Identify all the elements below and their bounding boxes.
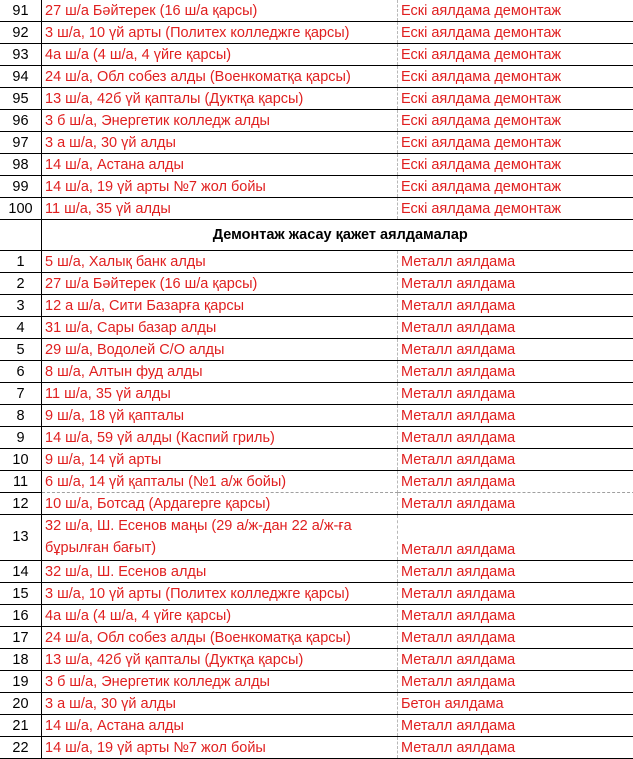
table-row bbox=[0, 627, 633, 649]
section-header-row bbox=[0, 220, 633, 251]
section-title: Демонтаж жасау қажет аялдамалар bbox=[213, 227, 468, 243]
stop-type-cell[interactable]: Ескі аялдама демонтаж bbox=[398, 88, 633, 110]
address-cell[interactable]: 10 ш/а, Ботсад (Ардагерге қарсы) bbox=[42, 493, 398, 515]
table-row bbox=[0, 493, 633, 515]
row-number-cell[interactable]: 1 bbox=[0, 251, 42, 273]
row-number-cell[interactable]: 5 bbox=[0, 339, 42, 361]
row-number-cell[interactable]: 93 bbox=[0, 44, 42, 66]
table-row bbox=[0, 88, 633, 110]
address-cell[interactable]: 24 ш/а, Обл собез алды (Военкоматқа қарсы) bbox=[42, 66, 398, 88]
row-number-cell[interactable]: 17 bbox=[0, 627, 42, 649]
stop-type-cell[interactable]: Металл аялдама bbox=[398, 449, 633, 471]
stop-type-cell[interactable]: Металл аялдама bbox=[398, 339, 633, 361]
table-row bbox=[0, 649, 633, 671]
table-row bbox=[0, 515, 633, 561]
address-cell[interactable]: 4а ш/а (4 ш/а, 4 үйге қарсы) bbox=[42, 605, 398, 627]
stop-type-cell[interactable]: Ескі аялдама демонтаж bbox=[398, 176, 633, 198]
row-number-cell[interactable]: 21 bbox=[0, 715, 42, 737]
address-cell[interactable]: 12 а ш/а, Сити Базарға қарсы bbox=[42, 295, 398, 317]
row-number-cell[interactable]: 16 bbox=[0, 605, 42, 627]
address-cell[interactable]: 4а ш/а (4 ш/а, 4 үйге қарсы) bbox=[42, 44, 398, 66]
address-cell[interactable]: 32 ш/а, Ш. Есенов алды bbox=[42, 561, 398, 583]
row-number-cell[interactable]: 3 bbox=[0, 295, 42, 317]
stop-type-cell[interactable]: Металл аялдама bbox=[398, 715, 633, 737]
stop-type-cell[interactable]: Ескі аялдама демонтаж bbox=[398, 66, 633, 88]
row-number-cell[interactable]: 99 bbox=[0, 176, 42, 198]
row-number-cell[interactable]: 6 bbox=[0, 361, 42, 383]
stop-type-cell[interactable]: Металл аялдама bbox=[398, 273, 633, 295]
row-number-cell[interactable]: 14 bbox=[0, 561, 42, 583]
row-number-cell[interactable]: 10 bbox=[0, 449, 42, 471]
address-cell[interactable]: 3 а ш/а, 30 үй алды bbox=[42, 132, 398, 154]
table-row bbox=[0, 427, 633, 449]
table-row bbox=[0, 251, 633, 273]
address-cell[interactable]: 9 ш/а, 18 үй қапталы bbox=[42, 405, 398, 427]
table-row bbox=[0, 176, 633, 198]
table-row bbox=[0, 273, 633, 295]
address-cell[interactable]: 27 ш/а Бәйтерек (16 ш/а қарсы) bbox=[42, 273, 398, 295]
row-number-cell[interactable]: 96 bbox=[0, 110, 42, 132]
table-row bbox=[0, 295, 633, 317]
stop-type-cell[interactable]: Металл аялдама bbox=[398, 295, 633, 317]
address-cell[interactable]: 13 ш/а, 42б үй қапталы (Дуктқа қарсы) bbox=[42, 88, 398, 110]
address-cell[interactable]: 24 ш/а, Обл собез алды (Военкоматқа қарсы) bbox=[42, 627, 398, 649]
stop-type-cell[interactable]: Металл аялдама bbox=[398, 583, 633, 605]
row-number-cell[interactable]: 94 bbox=[0, 66, 42, 88]
address-cell[interactable]: 14 ш/а, Астана алды bbox=[42, 154, 398, 176]
stop-type-cell[interactable]: Металл аялдама bbox=[398, 561, 633, 583]
address-cell[interactable]: 3 б ш/а, Энергетик колледж алды bbox=[42, 671, 398, 693]
address-cell[interactable]: 13 ш/а, 42б үй қапталы (Дуктқа қарсы) bbox=[42, 649, 398, 671]
row-number-cell[interactable]: 7 bbox=[0, 383, 42, 405]
row-number-cell[interactable]: 19 bbox=[0, 671, 42, 693]
address-cell[interactable]: 14 ш/а, Астана алды bbox=[42, 715, 398, 737]
row-number-cell[interactable]: 11 bbox=[0, 471, 42, 493]
address-cell[interactable]: 3 а ш/а, 30 үй алды bbox=[42, 693, 398, 715]
address-cell[interactable]: 29 ш/а, Водолей С/О алды bbox=[42, 339, 398, 361]
table-row bbox=[0, 583, 633, 605]
address-cell[interactable]: 6 ш/а, 14 үй қапталы (№1 а/ж бойы) bbox=[42, 471, 398, 493]
address-cell[interactable]: 3 ш/а, 10 үй арты (Политех колледжге қарсы) bbox=[42, 22, 398, 44]
stop-type-cell[interactable]: Ескі аялдама демонтаж bbox=[398, 110, 633, 132]
row-number-cell[interactable]: 97 bbox=[0, 132, 42, 154]
stop-type-cell[interactable]: Металл аялдама bbox=[398, 605, 633, 627]
table-row bbox=[0, 110, 633, 132]
table-row bbox=[0, 132, 633, 154]
address-cell[interactable]: 32 ш/а, Ш. Есенов маңы (29 а/ж-дан 22 а/ж-ға бұрылған бағыт) bbox=[42, 515, 398, 561]
table-row bbox=[0, 361, 633, 383]
stop-type-cell[interactable]: Металл аялдама bbox=[398, 649, 633, 671]
stop-type-cell[interactable]: Металл аялдама bbox=[398, 427, 633, 449]
stop-type-cell[interactable]: Ескі аялдама демонтаж bbox=[398, 0, 633, 22]
address-cell[interactable]: 5 ш/а, Халық банк алды bbox=[42, 251, 398, 273]
address-cell[interactable]: 3 ш/а, 10 үй арты (Политех колледжге қарсы) bbox=[42, 583, 398, 605]
row-number-cell[interactable]: 95 bbox=[0, 88, 42, 110]
table-row bbox=[0, 737, 633, 759]
table-row bbox=[0, 317, 633, 339]
address-cell[interactable]: 14 ш/а, 19 үй арты №7 жол бойы bbox=[42, 176, 398, 198]
table-row bbox=[0, 471, 633, 493]
address-cell[interactable]: 14 ш/а, 19 үй арты №7 жол бойы bbox=[42, 737, 398, 759]
table-row bbox=[0, 66, 633, 88]
table-row bbox=[0, 715, 633, 737]
table-row bbox=[0, 44, 633, 66]
stop-type-cell[interactable]: Металл аялдама bbox=[398, 383, 633, 405]
table-row bbox=[0, 154, 633, 176]
row-number-cell[interactable]: 98 bbox=[0, 154, 42, 176]
section-number-cell[interactable] bbox=[0, 220, 42, 251]
stop-type-cell[interactable]: Металл аялдама bbox=[398, 515, 633, 561]
table-row bbox=[0, 693, 633, 715]
row-number-cell[interactable]: 20 bbox=[0, 693, 42, 715]
address-cell[interactable]: 11 ш/а, 35 үй алды bbox=[42, 198, 398, 220]
address-cell[interactable]: 27 ш/а Бәйтерек (16 ш/а қарсы) bbox=[42, 0, 398, 22]
stop-type-cell[interactable]: Ескі аялдама демонтаж bbox=[398, 44, 633, 66]
address-cell[interactable]: 9 ш/а, 14 үй арты bbox=[42, 449, 398, 471]
stop-type-cell[interactable]: Металл аялдама bbox=[398, 627, 633, 649]
table-row bbox=[0, 198, 633, 220]
stop-type-cell[interactable]: Металл аялдама bbox=[398, 317, 633, 339]
row-number-cell[interactable]: 2 bbox=[0, 273, 42, 295]
row-number-cell[interactable]: 100 bbox=[0, 198, 42, 220]
stop-type-cell[interactable]: Металл аялдама bbox=[398, 471, 633, 493]
table-row bbox=[0, 405, 633, 427]
stop-type-cell[interactable]: Металл аялдама bbox=[398, 737, 633, 759]
table-row bbox=[0, 22, 633, 44]
stop-type-cell[interactable]: Металл аялдама bbox=[398, 251, 633, 273]
address-cell[interactable]: 11 ш/а, 35 үй алды bbox=[42, 383, 398, 405]
table-row bbox=[0, 449, 633, 471]
table-row bbox=[0, 383, 633, 405]
table-row bbox=[0, 605, 633, 627]
stop-type-cell[interactable]: Ескі аялдама демонтаж bbox=[398, 132, 633, 154]
row-number-cell[interactable]: 9 bbox=[0, 427, 42, 449]
section-title-cell[interactable] bbox=[42, 220, 633, 251]
table-row bbox=[0, 671, 633, 693]
table-row bbox=[0, 0, 633, 22]
stop-type-cell[interactable]: Металл аялдама bbox=[398, 671, 633, 693]
address-cell[interactable]: 31 ш/а, Сары базар алды bbox=[42, 317, 398, 339]
row-number-cell[interactable]: 12 bbox=[0, 493, 42, 515]
row-number-cell[interactable]: 8 bbox=[0, 405, 42, 427]
address-cell[interactable]: 14 ш/а, 59 үй алды (Каспий гриль) bbox=[42, 427, 398, 449]
row-number-cell[interactable]: 13 bbox=[0, 515, 42, 561]
row-number-cell[interactable]: 18 bbox=[0, 649, 42, 671]
table-row bbox=[0, 561, 633, 583]
address-cell[interactable]: 8 ш/а, Алтын фуд алды bbox=[42, 361, 398, 383]
row-number-cell[interactable]: 4 bbox=[0, 317, 42, 339]
stop-type-cell[interactable]: Металл аялдама bbox=[398, 405, 633, 427]
address-cell[interactable]: 3 б ш/а, Энергетик колледж алды bbox=[42, 110, 398, 132]
row-number-cell[interactable]: 22 bbox=[0, 737, 42, 759]
stop-type-cell[interactable]: Металл аялдама bbox=[398, 361, 633, 383]
row-number-cell[interactable]: 91 bbox=[0, 0, 42, 22]
row-number-cell[interactable]: 92 bbox=[0, 22, 42, 44]
stop-type-cell[interactable]: Ескі аялдама демонтаж bbox=[398, 198, 633, 220]
stop-type-cell[interactable]: Металл аялдама bbox=[398, 493, 633, 515]
stop-type-cell[interactable]: Ескі аялдама демонтаж bbox=[398, 22, 633, 44]
table-row bbox=[0, 339, 633, 361]
stop-type-cell[interactable]: Бетон аялдама bbox=[398, 693, 633, 715]
row-number-cell[interactable]: 15 bbox=[0, 583, 42, 605]
stop-type-cell[interactable]: Ескі аялдама демонтаж bbox=[398, 154, 633, 176]
